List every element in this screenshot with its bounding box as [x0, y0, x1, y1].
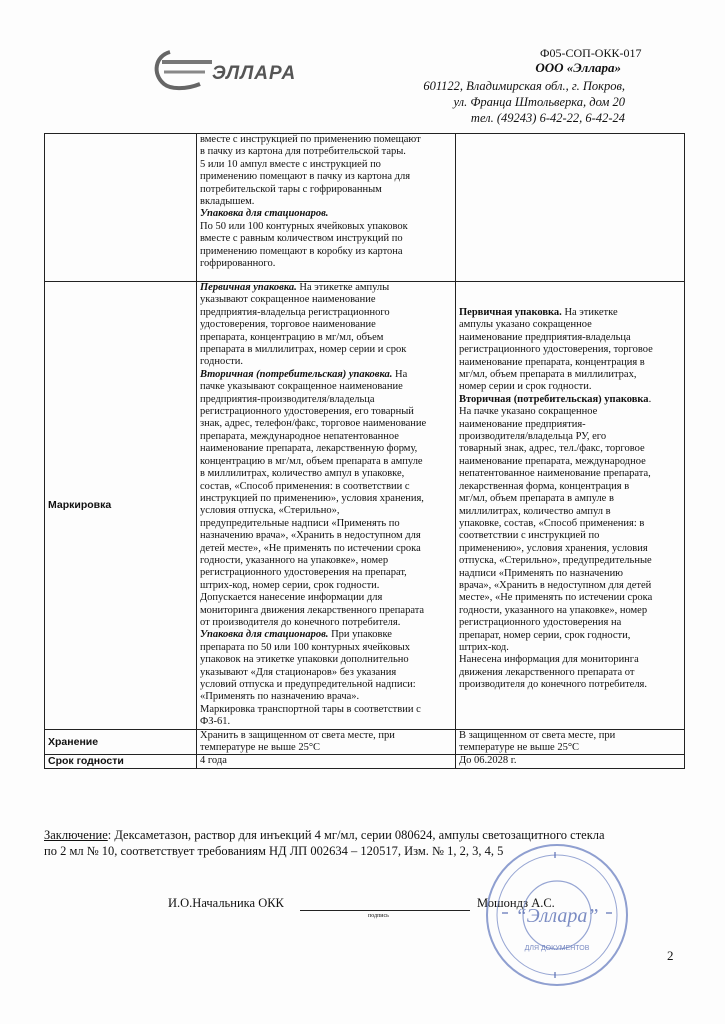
text-line: препарата по 50 или 100 контурных ячейковых [200, 641, 410, 653]
company-address-line-1: 601122, Владимирская обл., г. Покров, [423, 79, 625, 93]
text-line: движения лекарственного препарата от [459, 666, 635, 678]
text-line: мг/мл, объем препарата в ампуле в [459, 493, 614, 505]
text-line: «Применять по назначению врача». [200, 691, 360, 703]
text-line: На пачке указано сокращенное [459, 406, 598, 418]
text-line: вместе с равным количеством инструкций по [200, 233, 403, 245]
marking-actual-cell [456, 282, 685, 730]
signature-caption: подпись [368, 913, 389, 919]
text-line: концентрацию в мг/мл, объем препарата в ампуле [200, 455, 423, 467]
svg-text:“Эллара”: “Эллара” [515, 905, 599, 927]
text-line: указывают «Для стационаров» без указания [200, 666, 397, 678]
signature-line [300, 910, 470, 911]
text-line [200, 369, 452, 381]
text-fragment: На этикетке ампулы [296, 282, 390, 293]
form-code: Ф05-СОП-ОКК-017 [540, 46, 642, 60]
section-heading: Упаковка для стационаров. [200, 629, 329, 641]
conclusion-text: : Дексаметазон, раствор для инъекций 4 мг/мл, серии 080624, ампулы светозащитного стекла [107, 828, 605, 842]
text-line: В защищенном от света месте, при [459, 729, 616, 741]
text-line: Маркировка транспортной тары в соответствии с [200, 703, 421, 715]
signatory-name: Мошондз А.С. [477, 896, 555, 910]
storage-actual-cell [456, 729, 685, 755]
logo-text: ЭЛЛАРА [212, 63, 297, 84]
text-line [200, 629, 452, 641]
text-line: в пачку из картона для потребительской тары. [200, 146, 406, 158]
section-heading: Первичная упаковка. [200, 282, 297, 293]
text-line: препарата, концентрацию в мг/мл, объем [200, 331, 384, 343]
conclusion-text: по 2 мл № 10, соответствует требованиям НД ЛП 002634 – 120517, Изм. № 1, 2, 3, 4, 5 [44, 844, 504, 858]
shelf-life-label: Срок годности [45, 755, 197, 768]
text-line: номер серии и срок годности. [459, 381, 592, 393]
text-fragment: При упаковке [328, 629, 392, 641]
table-cell [456, 134, 685, 282]
text-line: соответствии с инструкцией по [459, 530, 600, 542]
text-line: 5 или 10 ампул вместе с инструкцией по [200, 158, 381, 170]
text-line: Нанесена информация для мониторинга [459, 654, 639, 666]
company-stamp-icon [482, 840, 632, 990]
text-line: наименование препарата, международное [459, 455, 646, 467]
section-heading: Упаковка для стационаров. [200, 208, 329, 220]
text-line: По 50 или 100 контурных ячейковых упаковок [200, 220, 408, 232]
table-row [45, 282, 685, 730]
text-line: препарата в миллилитрах, номер серии и срок [200, 344, 407, 356]
text-line: условий отпуска и предупредительной надписи: [200, 679, 416, 690]
text-line: от производителя до конечного потребителя. [200, 616, 401, 628]
text-line: месте», «Не применять по истечении срока [459, 592, 653, 604]
text-line: годности, указанного на упаковке», номер [459, 604, 648, 616]
text-line [459, 307, 681, 319]
specification-table [44, 133, 685, 769]
text-line: потребительской тары с гофрированным [200, 183, 382, 195]
text-line: инструкцией по применению», условия хранения, [200, 492, 424, 504]
text-line: наименование препарата, лекарственную форму, [200, 443, 418, 455]
text-line: предприятия-владельца регистрационного [200, 306, 390, 318]
text-fragment: На этикетке [561, 307, 618, 318]
text-line: удостоверения, торговое наименование [200, 319, 376, 331]
text-block [200, 381, 452, 629]
shelf-life-requirement: 4 года [197, 755, 456, 768]
text-line: штрих-код, номер серии, срок годности. [200, 579, 380, 591]
text-line: применению», условия хранения, условия [459, 542, 648, 554]
text-line: Хранить в защищенном от света месте, при [200, 729, 395, 741]
text-line: упаковке, состав, «Способ применения: в [459, 517, 645, 529]
section-heading: Первичная упаковка. [459, 307, 562, 318]
text-line: препарата, международное непатентованное [200, 430, 399, 442]
text-line: врача», «Хранить в недоступном для детей [459, 579, 652, 591]
text-line: наименование препарата, концентрация в [459, 356, 645, 368]
table-row [45, 755, 685, 768]
text-line: вкладышем. [200, 196, 255, 208]
text-line [200, 282, 452, 294]
text-line: ФЗ-61. [200, 716, 231, 728]
text-line: лекарственная форма, концентрация в [459, 480, 630, 492]
table-row [45, 729, 685, 755]
text-line: производителя/владельца РУ, его [459, 431, 607, 443]
text-line: товарный знак, адрес, тел./факс, торговое [459, 443, 645, 455]
text-line: ампулы указано сокращенное [459, 319, 592, 331]
text-line: миллилитрах, количество ампул в [459, 505, 611, 517]
text-line: температуре не выше 25°С [459, 742, 580, 754]
text-line: годности. [200, 356, 243, 368]
text-line: назначению врача», «Хранить в недоступном для [200, 530, 421, 542]
text-line [459, 394, 681, 406]
company-logo-icon [150, 44, 220, 94]
text-line: регистрационного удостоверения, его товарный [200, 406, 414, 418]
text-line: состав, «Способ применения: в соответствии с [200, 480, 410, 492]
text-line: регистрационного удостоверения на препарат, [200, 567, 407, 579]
text-line: температуре не выше 25°С [200, 742, 321, 754]
marking-label: Маркировка [45, 282, 197, 730]
marking-requirements-cell [197, 282, 456, 730]
text-line: условия отпуска, «Стерильно», [200, 505, 340, 517]
company-name: ООО «Эллара» [535, 60, 621, 75]
text-line: знак, адрес, телефон/факс, торговое наименование [200, 418, 427, 430]
svg-text:ДЛЯ ДОКУМЕНТОВ: ДЛЯ ДОКУМЕНТОВ [524, 945, 590, 952]
text-block [200, 294, 452, 368]
text-line: предупредительные надписи «Применять по [200, 517, 400, 529]
text-line: указывают сокращенное наименование [200, 294, 376, 306]
text-line: надписи «Применять по назначению [459, 567, 624, 579]
text-line: мониторинга движения лекарственного препарата [200, 604, 425, 616]
packaging-description-cell [197, 134, 456, 282]
text-line: детей месте», «Не применять по истечении срока [200, 542, 421, 554]
text-line: применению помещают в пачку из картона для [200, 171, 411, 183]
text-line: в миллилитрах, количество ампул в упаковке, [200, 468, 405, 480]
text-line: наименование предприятия- [459, 418, 586, 430]
table-row [45, 134, 685, 282]
text-line: отпуска, «Стерильно», предупредительные [459, 555, 652, 567]
conclusion-label: Заключение [44, 828, 108, 842]
text-block [459, 406, 681, 691]
section-heading: Вторичная (потребительская) упаковка [459, 393, 649, 405]
shelf-life-actual: До 06.2028 г. [456, 755, 685, 768]
signatory-position: И.О.Начальника ОКК [168, 896, 284, 910]
text-line: пачке указывают сокращенное наименование [200, 381, 403, 393]
storage-label: Хранение [45, 729, 197, 755]
storage-requirement-cell [197, 729, 456, 755]
table-cell [45, 134, 197, 282]
company-address-line-2: ул. Франца Штольверка, дом 20 [453, 95, 625, 109]
text-line: непатентованное наименование препарата, [459, 468, 651, 480]
text-line: годности, указанного на упаковке», номер [200, 554, 389, 566]
text-line: применению помещают в коробку из картона [200, 245, 403, 257]
section-heading: Вторичная (потребительская) упаковка. [200, 368, 393, 380]
text-fragment: На [392, 368, 408, 380]
text-line: регистрационного удостоверения, торговое [459, 344, 653, 356]
page-number: 2 [667, 948, 674, 963]
text-block [200, 642, 452, 729]
text-fragment: . [648, 393, 652, 405]
text-line: гофрированного. [200, 258, 276, 270]
company-phone: тел. (49243) 6-42-22, 6-42-24 [470, 111, 625, 125]
text-line: вместе с инструкцией по применению помещают [200, 134, 421, 145]
text-line: наименование предприятия-владельца [459, 331, 631, 343]
text-line: Допускается нанесение информации для [200, 592, 383, 604]
text-block [459, 319, 681, 393]
text-line: производителя до конечного потребителя. [459, 679, 648, 691]
text-line: предприятия-производителя/владельца [200, 393, 375, 405]
text-line: штрих-код. [459, 641, 509, 653]
text-line: препарат, номер серии, срок годности, [459, 629, 631, 641]
text-line: упаковок на этикетке упаковки дополнительно [200, 654, 409, 666]
text-line: мг/мл, объем препарата в миллилитрах, [459, 369, 637, 381]
text-line: регистрационного удостоверения на [459, 617, 622, 629]
